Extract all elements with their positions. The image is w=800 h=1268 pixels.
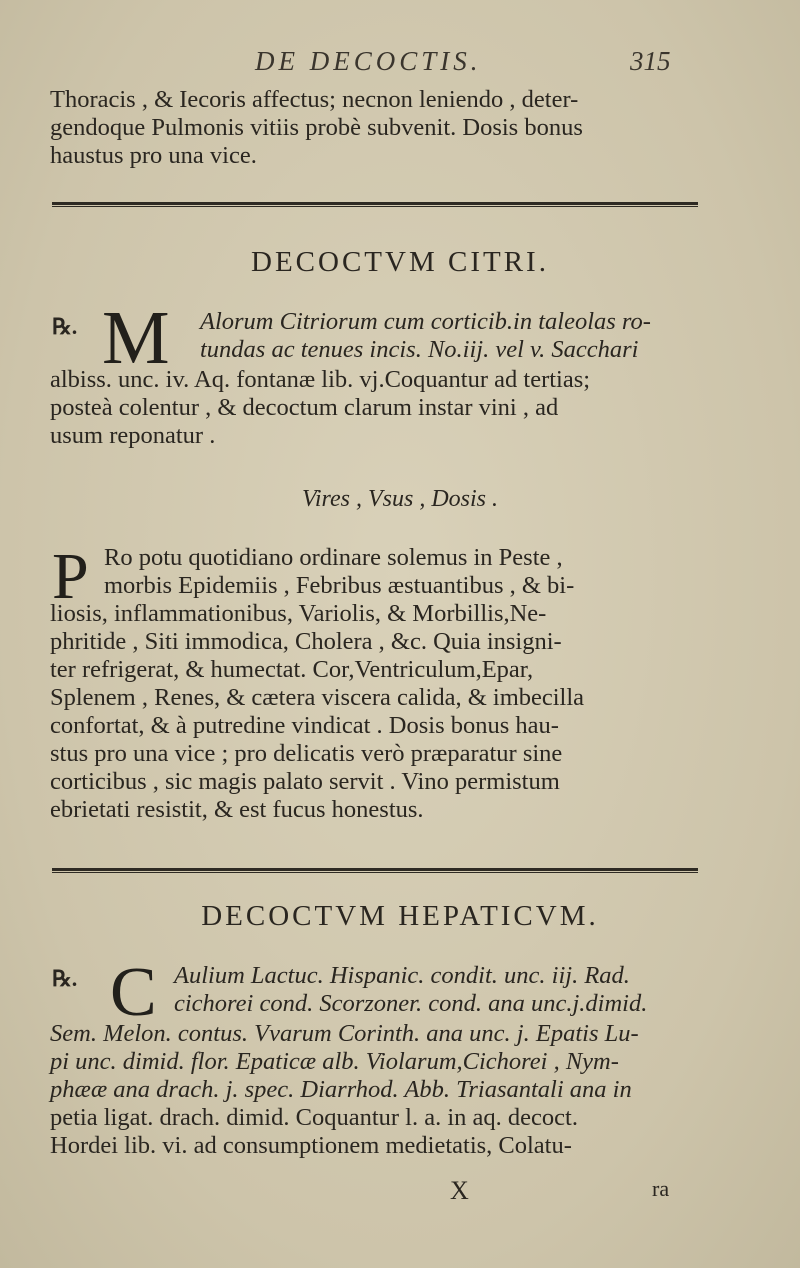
- signature-mark: X: [450, 1176, 469, 1205]
- text-line: Hordei lib. vi. ad consumptionem medietatis, Colatu-: [50, 1132, 572, 1159]
- intro-paragraph: [50, 86, 718, 170]
- section-divider: [52, 202, 698, 207]
- text-line: haustus pro una vice.: [50, 142, 257, 169]
- text-line: gendoque Pulmonis vitiis probè subvenit. Dosis bonus: [50, 114, 583, 141]
- text-line: Sem. Melon. contus. Vvarum Corinth. ana unc. j. Epatis Lu-: [50, 1020, 639, 1047]
- text-line: liosis, inflammationibus, Variolis, & Morbillis,Ne-: [50, 600, 547, 627]
- text-line: Aulium Lactuc. Hispanic. condit. unc. iij. Rad.: [174, 962, 630, 989]
- text-line: pi unc. dimid. flor. Epaticæ alb. Violarum,Cichorei , Nym-: [50, 1048, 619, 1075]
- section-title-hepaticum: DECOCTVM HEPATICVM.: [201, 900, 599, 932]
- dropcap-m: M: [102, 296, 170, 380]
- dropcap-p: P: [52, 540, 89, 613]
- text-line: Splenem , Renes, & cætera viscera calida, & imbecilla: [50, 684, 585, 711]
- recipe-hepaticum-top: [174, 962, 714, 1018]
- section-divider: [52, 868, 698, 873]
- text-line: ter refrigerat, & humectat. Cor,Ventriculum,Epar,: [50, 656, 534, 683]
- text-line: morbis Epidemiis , Febribus æstuantibus , & bi-: [104, 572, 575, 599]
- text-line: phritide , Siti immodica, Cholera , &c. Quia insigni-: [50, 628, 562, 655]
- recipe-citri-rest: [50, 366, 718, 450]
- text-line: Ro potu quotidiano ordinare solemus in Peste ,: [104, 544, 563, 571]
- text-line: posteà colentur , & decoctum clarum instar vini , ad: [50, 394, 559, 421]
- recipe-hepaticum-rest: [50, 1020, 718, 1160]
- recipe-symbol: ℞.: [52, 966, 78, 991]
- body-citri-top: [104, 544, 712, 600]
- text-line: Thoracis , & Iecoris affectus; necnon leniendo , deter-: [50, 86, 579, 113]
- page-number: 315: [630, 46, 671, 76]
- body-citri-rest: [50, 600, 718, 824]
- text-line: corticibus , sic magis palato servit . Vino permistum: [50, 768, 560, 795]
- text-line: albiss. unc. iv. Aq. fontanæ lib. vj.Coquantur ad tertias;: [50, 366, 591, 393]
- text-line: petia ligat. drach. dimid. Coquantur l. a. in aq. decoct.: [50, 1104, 578, 1131]
- dropcap-c: C: [110, 954, 157, 1031]
- recipe-symbol: ℞.: [52, 314, 78, 339]
- text-line: phææ ana drach. j. spec. Diarrhod. Abb. Triasantali ana in: [50, 1076, 632, 1103]
- text-line: ebrietati resistit, & est fucus honestus.: [50, 796, 424, 823]
- text-line: tundas ac tenues incis. No.iij. vel v. Sacchari: [200, 336, 639, 363]
- text-line: confortat, & à putredine vindicat . Dosis bonus hau-: [50, 712, 559, 739]
- running-head: DE DECOCTIS.: [255, 46, 482, 76]
- text-line: cichorei cond. Scorzoner. cond. ana unc.j.dimid.: [174, 990, 648, 1017]
- subheading-vires: Vires , Vsus , Dosis .: [301, 486, 498, 512]
- catchword: ra: [652, 1176, 670, 1201]
- section-title-citri: DECOCTVM CITRI.: [251, 246, 549, 278]
- text-line: stus pro una vice ; pro delicatis verò præparatur sine: [50, 740, 563, 767]
- recipe-citri-top: [200, 308, 710, 364]
- text-line: Alorum Citriorum cum corticib.in taleolas ro-: [200, 308, 651, 335]
- text-line: usum reponatur .: [50, 422, 216, 449]
- page-header: [40, 46, 740, 82]
